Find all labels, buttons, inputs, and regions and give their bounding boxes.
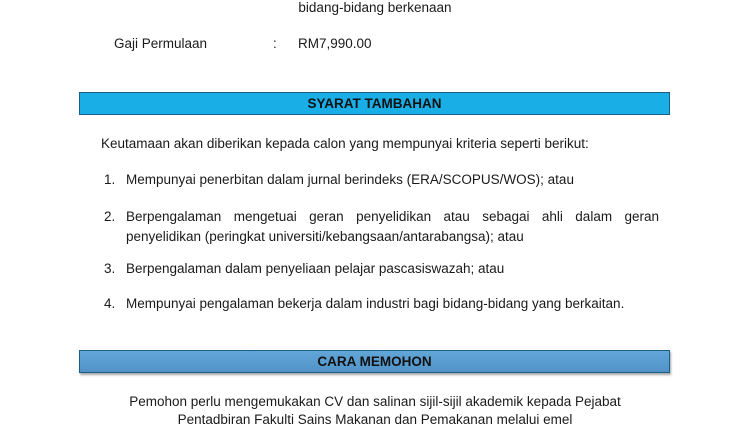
list-item-number: 1. (104, 172, 116, 187)
list-item-text: Mempunyai penerbitan dalam jurnal berindeks (ERA/SCOPUS/WOS); atau (126, 172, 574, 187)
list-item-number: 4. (104, 296, 116, 311)
apply-line-1: Pemohon perlu mengemukakan CV dan salinan sijil-sijil akademik kepada Pejabat (129, 394, 621, 409)
salary-separator: : (273, 36, 277, 51)
header-fragment: bidang-bidang berkenaan (298, 0, 452, 15)
list-item-text: Berpengalaman mengetuai geran penyelidikan atau sebagai ahli dalam geran penyelidikan (peringkat universiti/kebangsaan/antarabangsa); atau (126, 209, 659, 244)
salary-label: Gaji Permulaan (114, 36, 208, 51)
list-item-number: 3. (104, 261, 116, 276)
apply-instructions (0, 393, 750, 429)
list-item-text: Mempunyai pengalaman bekerja dalam industri bagi bidang-bidang yang berkaitan. (126, 296, 625, 311)
apply-line-2: Pentadbiran Fakulti Sains Makanan dan Pemakanan melalui emel (177, 412, 573, 427)
salary-value: RM7,990.00 (298, 36, 372, 51)
list-item-number: 2. (104, 209, 116, 224)
list-item-text: Berpengalaman dalam penyeliaan pelajar pascasiswazah; atau (126, 261, 505, 276)
section-heading-apply: CARA MEMOHON (79, 350, 670, 373)
section-heading-additional: SYARAT TAMBAHAN (79, 92, 670, 115)
additional-intro: Keutamaan akan diberikan kepada calon yang mempunyai kriteria seperti berikut: (101, 136, 589, 151)
